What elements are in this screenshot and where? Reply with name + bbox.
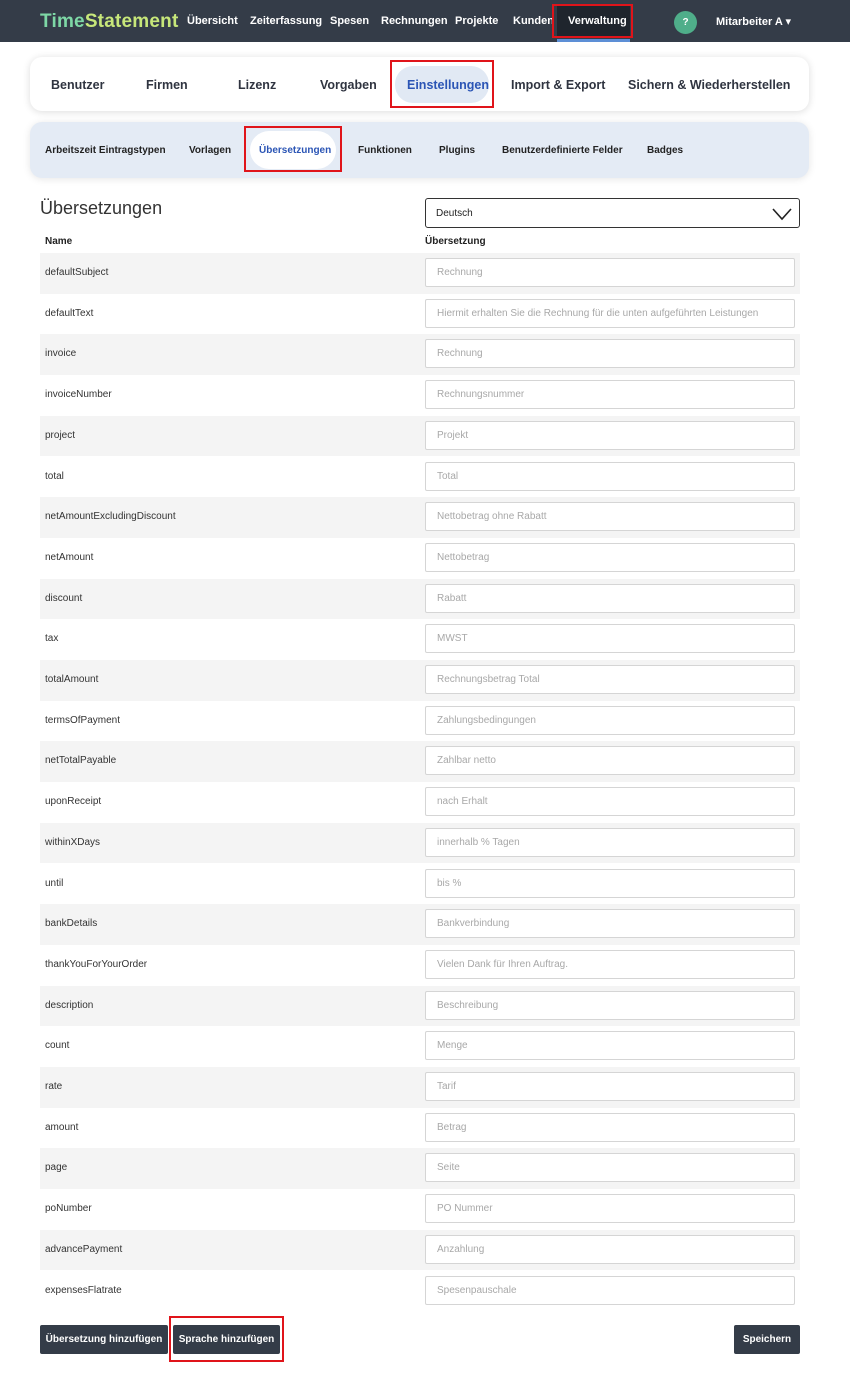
translation-input[interactable] xyxy=(425,665,795,694)
nav-rechnungen[interactable]: Rechnungen xyxy=(381,15,448,27)
translation-key: description xyxy=(45,999,94,1011)
translation-key: defaultText xyxy=(45,307,94,319)
translation-key: thankYouForYourOrder xyxy=(45,958,148,970)
translation-input[interactable] xyxy=(425,1276,795,1305)
table-row xyxy=(40,457,800,498)
nav-active-underline xyxy=(557,39,630,42)
user-menu[interactable]: Mitarbeiter A ▾ xyxy=(716,16,791,28)
translation-key: tax xyxy=(45,633,59,645)
translation-key: advancePayment xyxy=(45,1243,123,1255)
translation-input[interactable] xyxy=(425,258,795,287)
translation-input[interactable] xyxy=(425,339,795,368)
translation-key: uponReceipt xyxy=(45,796,102,808)
translation-key: until xyxy=(45,877,64,889)
translation-key: project xyxy=(45,429,76,441)
translation-key: total xyxy=(45,470,64,482)
save-button[interactable]: Speichern xyxy=(734,1325,800,1354)
table-row xyxy=(40,1271,800,1312)
tab-lizenz[interactable]: Lizenz xyxy=(238,78,277,92)
translation-input[interactable] xyxy=(425,380,795,409)
translation-input[interactable] xyxy=(425,828,795,857)
table-row xyxy=(40,864,800,905)
translation-input[interactable] xyxy=(425,1153,795,1182)
highlight-verwaltung xyxy=(552,4,633,38)
chevron-down-icon xyxy=(771,206,793,222)
language-select[interactable] xyxy=(425,198,800,228)
translation-key: netTotalPayable xyxy=(45,755,117,767)
translation-input[interactable] xyxy=(425,299,795,328)
highlight-einstellungen xyxy=(390,60,494,108)
translation-input[interactable] xyxy=(425,1031,795,1060)
translation-input[interactable] xyxy=(425,909,795,938)
translation-key: poNumber xyxy=(45,1203,92,1215)
tab-firmen[interactable]: Firmen xyxy=(146,78,188,92)
subtab-uebersetzungen[interactable]: Übersetzungen xyxy=(259,145,332,156)
table-row xyxy=(40,538,800,579)
subtab-plugins[interactable]: Plugins xyxy=(439,145,476,156)
app-logo[interactable]: TimeStatement xyxy=(40,11,179,32)
table-row xyxy=(40,1067,800,1108)
table-row xyxy=(40,375,800,416)
translation-input[interactable] xyxy=(425,421,795,450)
table-row xyxy=(40,904,800,945)
table-row xyxy=(40,1026,800,1067)
tab-einstellungen[interactable]: Einstellungen xyxy=(407,78,489,92)
translation-input[interactable] xyxy=(425,584,795,613)
table-row xyxy=(40,619,800,660)
subtab-arbeitszeit-eintragstypen[interactable]: Arbeitszeit Eintragstypen xyxy=(45,145,166,156)
tab-benutzer[interactable]: Benutzer xyxy=(51,78,105,92)
column-header-name: Name xyxy=(45,236,73,247)
table-row xyxy=(40,741,800,782)
translation-key: termsOfPayment xyxy=(45,714,121,726)
table-row xyxy=(40,497,800,538)
nav-spesen[interactable]: Spesen xyxy=(330,15,370,27)
column-header-translation: Übersetzung xyxy=(425,236,486,247)
page-title: Übersetzungen xyxy=(40,198,163,218)
translation-input[interactable] xyxy=(425,462,795,491)
subtab-vorlagen[interactable]: Vorlagen xyxy=(189,145,232,156)
add-language-button[interactable]: Sprache hinzufügen xyxy=(173,1325,280,1354)
translation-key: totalAmount xyxy=(45,674,99,685)
tab-import-export[interactable]: Import & Export xyxy=(511,78,606,92)
nav-zeiterfassung[interactable]: Zeiterfassung xyxy=(250,15,323,27)
subtab-badges[interactable]: Badges xyxy=(647,145,684,156)
translation-key: netAmountExcludingDiscount xyxy=(45,511,176,523)
translation-key: expensesFlatrate xyxy=(45,1284,122,1296)
tab-sichern-wiederherstellen[interactable]: Sichern & Wiederherstellen xyxy=(628,78,791,92)
translation-input[interactable] xyxy=(425,502,795,531)
table-row xyxy=(40,986,800,1027)
translation-key: bankDetails xyxy=(45,918,98,930)
table-row xyxy=(40,579,800,620)
translation-input[interactable] xyxy=(425,624,795,653)
translation-key: withinXDays xyxy=(45,836,101,848)
nav-projekte[interactable]: Projekte xyxy=(455,15,499,27)
table-row xyxy=(40,334,800,375)
translation-key: amount xyxy=(45,1121,79,1133)
help-icon[interactable]: ? xyxy=(674,11,697,34)
translation-input[interactable] xyxy=(425,1113,795,1142)
language-select-value: Deutsch xyxy=(436,208,473,219)
translation-key: count xyxy=(45,1040,70,1052)
translation-input[interactable] xyxy=(425,869,795,898)
highlight-uebersetzungen xyxy=(244,126,342,172)
translation-key: invoice xyxy=(45,348,77,360)
translation-input[interactable] xyxy=(425,746,795,775)
translation-input[interactable] xyxy=(425,787,795,816)
table-row xyxy=(40,1189,800,1230)
table-row xyxy=(40,823,800,864)
table-row xyxy=(40,1230,800,1271)
translation-key: page xyxy=(45,1162,68,1174)
nav-kunden[interactable]: Kunden xyxy=(513,15,554,27)
table-row xyxy=(40,945,800,986)
table-row xyxy=(40,1108,800,1149)
translation-key: netAmount xyxy=(45,551,94,563)
translation-input[interactable] xyxy=(425,950,795,979)
tab-vorgaben[interactable]: Vorgaben xyxy=(320,78,377,92)
table-row xyxy=(40,660,800,701)
translation-key: discount xyxy=(45,592,83,604)
table-row xyxy=(40,294,800,335)
subtab-benutzerdefinierte-felder[interactable]: Benutzerdefinierte Felder xyxy=(502,145,623,156)
translation-input[interactable] xyxy=(425,991,795,1020)
table-row xyxy=(40,782,800,823)
translation-input[interactable] xyxy=(425,1194,795,1223)
highlight-add-language xyxy=(169,1316,284,1362)
translation-input[interactable] xyxy=(425,706,795,735)
translation-input[interactable] xyxy=(425,543,795,572)
translation-key: invoiceNumber xyxy=(45,389,112,401)
translation-key: rate xyxy=(45,1081,63,1092)
table-row xyxy=(40,701,800,742)
table-row xyxy=(40,1148,800,1189)
add-translation-button[interactable]: Übersetzung hinzufügen xyxy=(40,1325,168,1354)
nav-verwaltung[interactable]: Verwaltung xyxy=(568,15,627,27)
translation-key: defaultSubject xyxy=(45,267,109,278)
translation-input[interactable] xyxy=(425,1072,795,1101)
table-row xyxy=(40,253,800,294)
nav-uebersicht[interactable]: Übersicht xyxy=(187,15,238,27)
table-row xyxy=(40,416,800,457)
translation-input[interactable] xyxy=(425,1235,795,1264)
subtab-funktionen[interactable]: Funktionen xyxy=(358,145,412,156)
